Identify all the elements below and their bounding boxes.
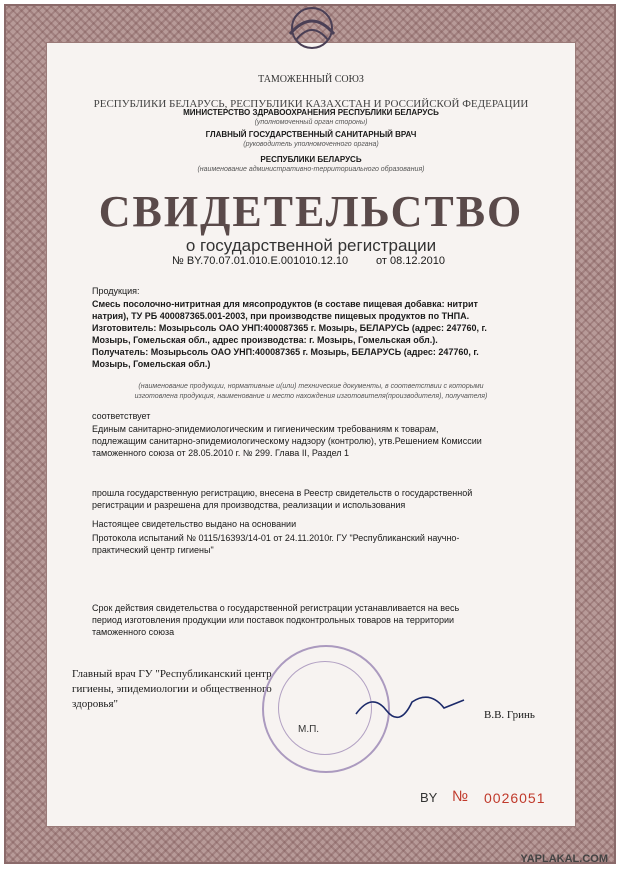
- manufacturer-line: Изготовитель: Мозырьсоль ОАО УНП:400087365 г. Мозырь, БЕЛАРУСЬ (адрес: 247760, г.: [92, 323, 487, 333]
- watermark: YAPLAKAL.COM: [520, 853, 608, 865]
- ministry-name: МИНИСТЕРСТВО ЗДРАВООХРАНЕНИЯ РЕСПУБЛИКИ БЕЛАРУСЬ: [183, 108, 439, 117]
- validity-line: период изготовления продукции или поставок подконтрольных товаров на территории: [92, 615, 455, 625]
- product-line: Смесь посолочно-нитритная для мясопродуктов (в составе пищевая добавка: нитрит: [92, 299, 478, 309]
- complies-line: Единым санитарно-эпидемиологическим и гигиеническим требованиям к товарам,: [92, 424, 439, 434]
- signer-name: В.В. Гринь: [484, 709, 535, 721]
- customs-union-emblem: [282, 4, 342, 52]
- complies-line: подлежащим санитарно-эпидемиологическому надзору (контролю), утв.Решением Комиссии: [92, 436, 482, 446]
- registration-line: прошла государственную регистрацию, внесена в Реестр свидетельств о государственной: [92, 488, 473, 498]
- manufacturer-line: Мозырь, Гомельская обл., адрес производства: г. Мозырь, Гомельская обл.).: [92, 335, 438, 345]
- complies-line: таможенного союза от 28.05.2010 г. № 299. Глава II, Раздел 1: [92, 448, 350, 458]
- chief-doctor-title: ГЛАВНЫЙ ГОСУДАРСТВЕННЫЙ САНИТАРНЫЙ ВРАЧ: [205, 130, 417, 139]
- ministry-caption: (уполномоченный орган стороны): [254, 119, 368, 126]
- product-caption: изготовлена продукция, наименование и место нахождения изготовителя(производителя), получателя): [134, 393, 488, 400]
- product-line: натрия), ТУ РБ 400087365.001-2003, при производстве пищевых продуктов по ТНПА.: [92, 311, 470, 321]
- document-title: СВИДЕТЕЛЬСТВО: [98, 187, 524, 236]
- serial-number: 0026051: [484, 790, 546, 806]
- basis-line: Протокола испытаний № 0115/16393/14-01 от 24.11.2010г. ГУ "Республиканский научно-: [92, 533, 460, 543]
- signer-line: гигиены, эпидемиологии и общественного: [72, 683, 272, 695]
- basis-line: практический центр гигиены": [92, 545, 214, 555]
- product-label: Продукция:: [92, 286, 140, 296]
- stamp-mark: М.П.: [298, 724, 320, 735]
- serial-prefix: BY: [420, 790, 438, 805]
- signer-line: здоровья": [72, 698, 119, 710]
- republic-caption: (наименование административно-территориального образования): [197, 166, 425, 173]
- registration-number: № BY.70.07.01.010.E.001010.12.10: [172, 255, 349, 267]
- product-caption: (наименование продукции, нормативные и(или) технические документы, в соответствии с которыми: [138, 383, 484, 390]
- registration-line: регистрации и разрешена для производства, реализации и использования: [92, 500, 406, 510]
- union-members: РЕСПУБЛИКИ БЕЛАРУСЬ, РЕСПУБЛИКИ КАЗАХСТАН И РОССИЙСКОЙ ФЕДЕРАЦИИ: [93, 98, 529, 110]
- recipient-line: Получатель: Мозырьсоль ОАО УНП:400087365 г. Мозырь, БЕЛАРУСЬ (адрес: 247760, г.: [92, 347, 479, 357]
- union-title: ТАМОЖЕННЫЙ СОЮЗ: [258, 74, 364, 85]
- validity-line: таможенного союза: [92, 627, 175, 637]
- signature: [352, 684, 472, 724]
- registration-date: от 08.12.2010: [376, 255, 446, 267]
- republic-name: РЕСПУБЛИКИ БЕЛАРУСЬ: [260, 155, 362, 164]
- recipient-line: Мозырь, Гомельская обл.): [92, 359, 211, 369]
- serial-no-sign: №: [452, 788, 469, 805]
- validity-line: Срок действия свидетельства о государственной регистрации устанавливается на весь: [92, 603, 460, 613]
- chief-caption: (руководитель уполномоченного органа): [243, 141, 379, 148]
- basis-line: Настоящее свидетельство выдано на основании: [92, 519, 297, 529]
- document-subtitle: о государственной регистрации: [185, 236, 437, 255]
- complies-label: соответствует: [92, 411, 151, 421]
- signer-line: Главный врач ГУ "Республиканский центр: [72, 668, 272, 680]
